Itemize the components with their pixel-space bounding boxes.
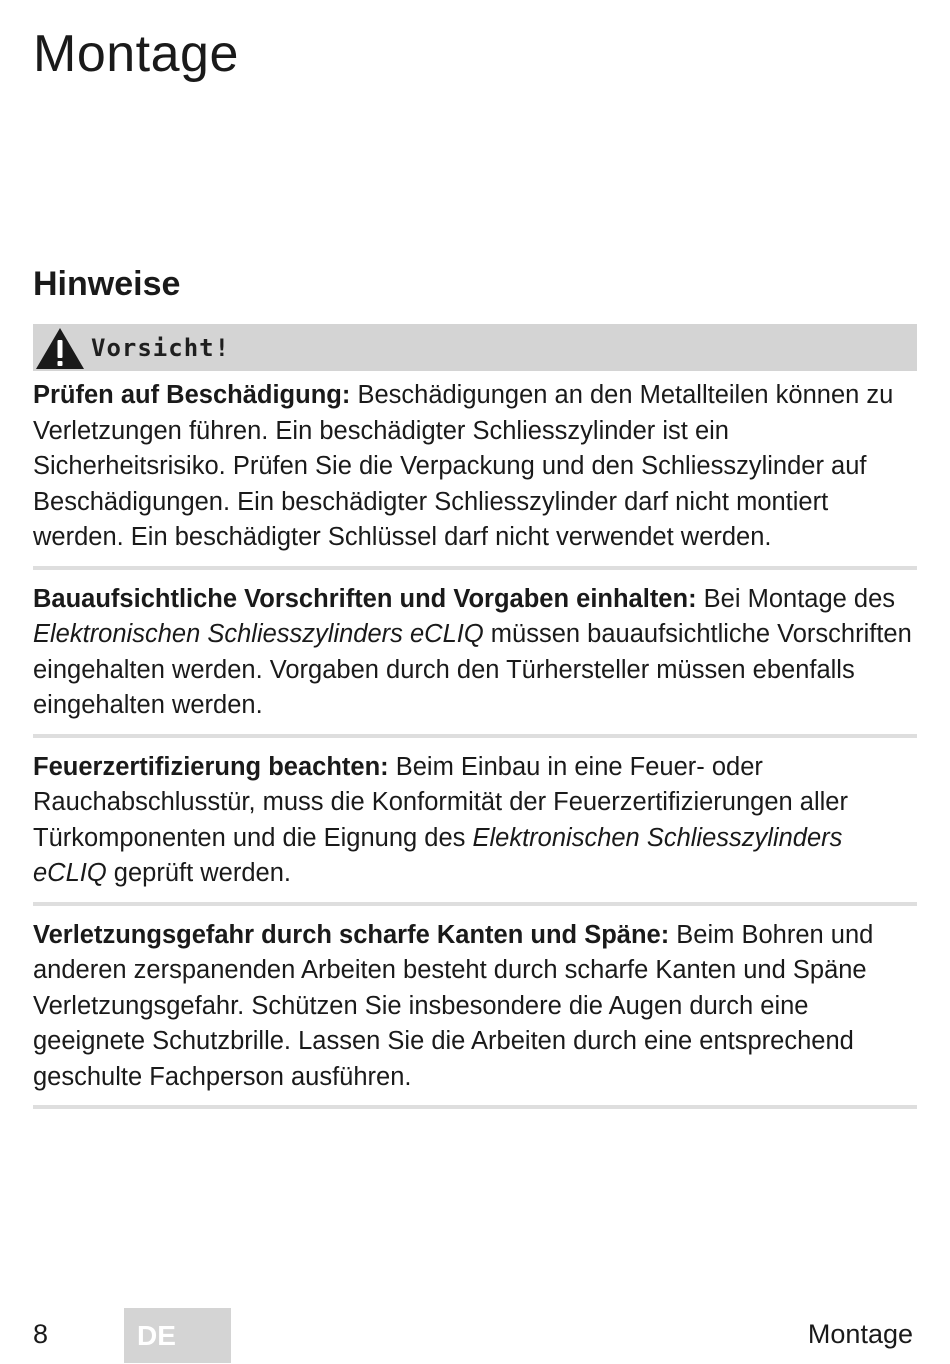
note-building-regulations [33, 582, 917, 738]
page-title: Montage [33, 25, 239, 83]
note-text: Bei Montage des [696, 584, 896, 613]
note-fire-certification [33, 750, 917, 906]
note-sharp-edges [33, 918, 917, 1110]
section-heading: Hinweise [33, 265, 181, 303]
note-title: Feuerzertifizierung beachten: [33, 752, 389, 781]
note-title: Bauaufsichtliche Vorschriften und Vorgaben einhalten: [33, 584, 697, 613]
note-text: Beschädigungen an den Metallteilen können zu Verletzungen führen. Ein beschädigter Schliesszylinder ist ein Sicherheitsrisiko. Prüfen Sie die Verpackung und den Schliesszylinder auf Beschädigungen. Ein beschädigter Schliesszylinder darf nicht montiert werden. Ein beschädigter Schlüssel darf nicht verwendet werden. [33, 381, 894, 551]
caution-label: Vorsicht! [91, 333, 231, 362]
product-name: Elektronischen Schliesszylinders eCLIQ [33, 620, 484, 648]
note-text: müssen bauaufsichtliche Vorschriften eingehalten werden. Vorgaben durch den Türhersteller müssen ebenfalls eingehalten werden. [33, 620, 912, 719]
note-damage-check [33, 378, 917, 570]
product-name: Elektronischen Schliesszylinders eCLIQ [33, 823, 843, 887]
language-badge: DE [124, 1308, 231, 1363]
note-text: Beim Bohren und anderen zerspanenden Arbeiten besteht durch scharfe Kanten und Späne Verletzungsgefahr. Schützen Sie insbesondere die Augen durch eine geeignete Schutzbrille. Lassen Sie die Arbeiten durch eine entsprechend geschulte Fachperson ausführen. [33, 920, 874, 1091]
note-text: Beim Einbau in eine Feuer- oder Rauchabschlusstür, muss die Konformität der Feuerzertifizierungen aller Türkomponenten und die Eignung des [33, 752, 848, 852]
caution-banner [33, 324, 917, 371]
notes-list [33, 378, 917, 1121]
warning-triangle-icon [33, 325, 87, 371]
note-title: Verletzungsgefahr durch scharfe Kanten und Späne: [33, 920, 670, 949]
footer-section-name: Montage [807, 1319, 913, 1349]
page-number: 8 [33, 1319, 49, 1349]
note-text: geprüft werden. [106, 859, 291, 887]
note-title: Prüfen auf Beschädigung: [33, 381, 351, 409]
